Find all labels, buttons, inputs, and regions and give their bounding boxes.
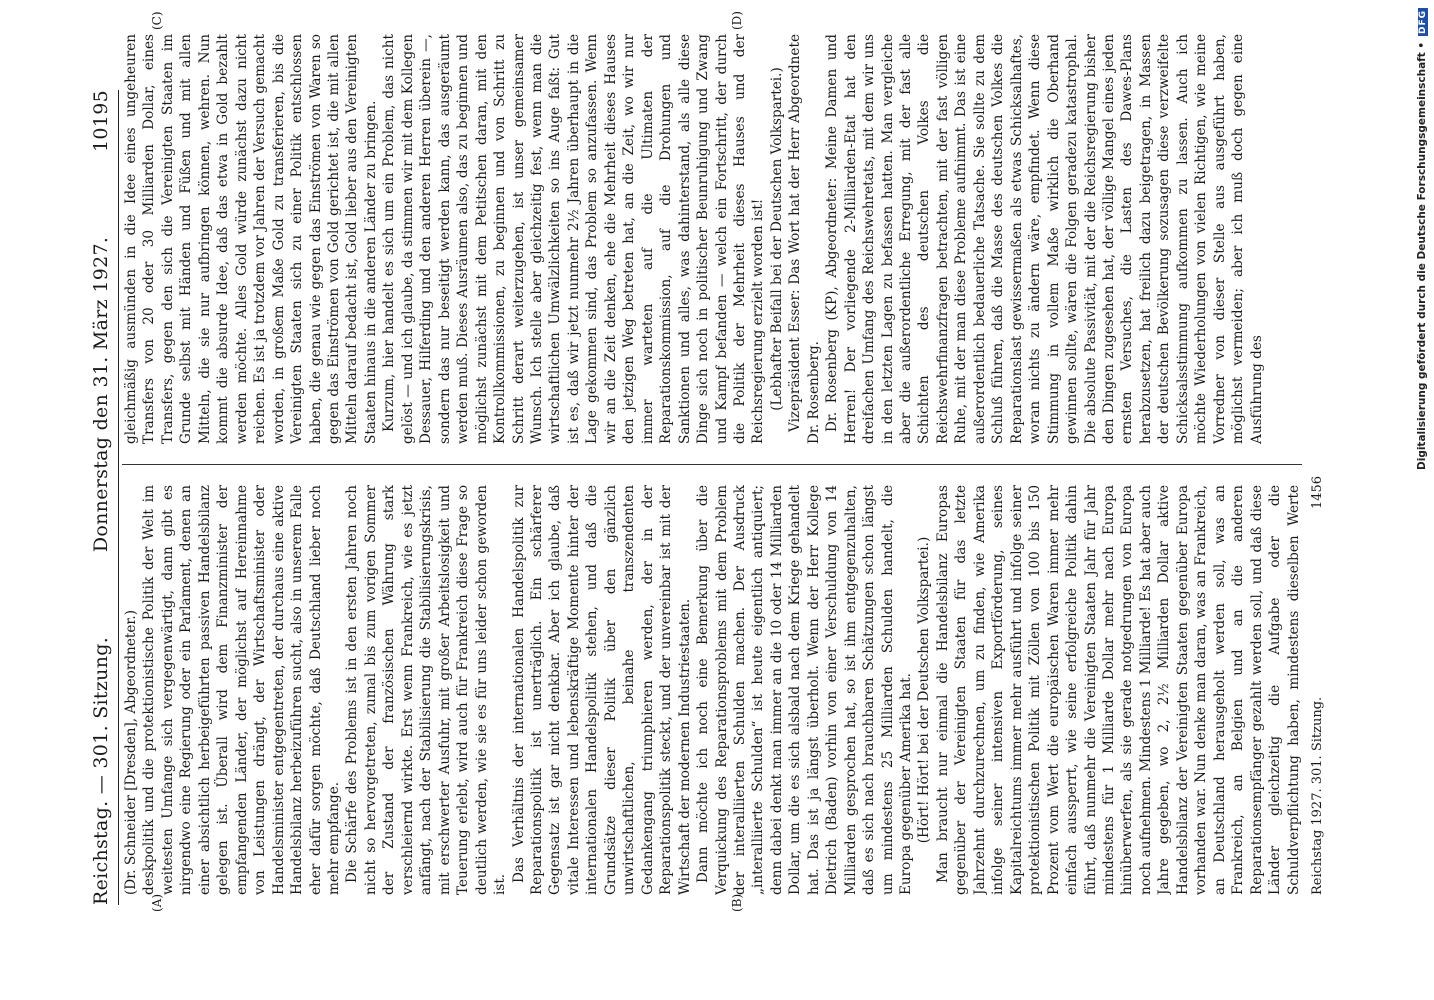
paragraph: (Dr. Schneider [Dresden], Abgeordneter.) [123, 610, 139, 895]
page-header [88, 90, 114, 905]
page-number: 10195 [90, 90, 112, 152]
paragraph: deskpolitik und die protektionistische Politik der Welt im weitesten Umfange sich vergegenwärtigt, dann gibt es nirgendwo eine Regierung oder ein Parlament, denen an einer absichtlich herbeigeführten passiven Handelsbilanz gelegen ist. Überall wird dem Finanzminister der empfangenden Länder, der möglichst auf Hereinnahme von Leistungen drängt, der Wirtschaftsminister oder Handelsminister entgegentreten, der durchaus eine aktive Handelsbilanz herbeizuführen sucht, also in unserem Falle eher dafür sorgen möchte, daß Deutschland lieber noch mehr empfange. [141, 485, 342, 895]
footer-left: Reichstag 1927. 301. Sitzung. [1310, 696, 1325, 895]
margin-mark-c: (C) [150, 11, 164, 30]
header-date: Donnerstag den 31. März 1927. [90, 236, 112, 553]
paragraph: (Lebhafter Beifall bei der Deutschen Volkspartei.) [768, 67, 785, 411]
margin-mark-d: (D) [730, 11, 744, 30]
margin-mark-b: (B) [730, 893, 744, 912]
dfg-logo: DFG [1418, 10, 1428, 35]
header-rule [118, 90, 119, 905]
paragraph: Vizepräsident Esser: Das Wort hat der Herr Abgeordnete Dr. Rosenberg. [787, 34, 822, 444]
column-divider [122, 464, 1302, 465]
page-footer [1310, 90, 1330, 895]
digitization-note [1410, 8, 1428, 980]
digitization-text: Digitalisierung gefördert durch die Deutsche Forschungsgemeinschaft • [1416, 42, 1428, 471]
paragraph: Kurzum, hier handelt es sich um ein Problem, das nicht gelöst — und ich glaube, da stimmen wir mit dem Kollegen Dessauer, Hilferding und den anderen Herren überein —, sondern das nur beseitigt werden kann, das ausgeräumt werden muß. Dieses Ausräumen also, das zu beginnen und möglichst zunächst mit dem Petitschen daran, mit den Kontrollkommissionen, zu beginnen und von Schritt zu Schritt derart weiterzugehen, ist unser gemeinsamer Wunsch. Ich stelle aber gleichzeitig fest, wenn man die wirtschaftlichen Umwälzlichkeiten so ins Auge faßt: Gut ist es, daß wir jetzt nunmehr 2½ Jahren überhaupt in die Lage gekommen sind, das Problem so anzufassen. Wenn wir an die Zeit denken, ehe die Mehrheit dieses Hauses den jetzigen Weg betreten hat, an die Zeit, wo wir nur immer warteten auf die Ultimaten der Reparationskommission, auf die Drohungen und Sanktionen und alles, was dahinterstand, als alle diese Dinge sich noch in politischer Beunruhigung und Zwang und Kampf befanden — welch ein Fortschritt, der durch die Politik der Mehrheit dieses Hauses und der Reichsregierung erzielt worden ist! [381, 34, 767, 444]
right-column [122, 34, 1302, 444]
paragraph: (Hört! Hört! bei der Deutschen Volkspartei.) [916, 536, 933, 844]
paragraph: Die Schärfe des Problems ist in den ersten Jahren noch nicht so hervorgetreten, zumal bis zum vorigen Sommer der Zustand der französischen Währung stark verschleiernd wirkte. Erst wenn Frankreich, wie es jetzt anfängt, nach der Stabilisierung die Stabilisierungskrisis, mit erschwerter Ausfuhr, mit großer Arbeitslosigkeit und Teuerung erlebt, wird auch für Frankreich diese Frage so deutlich werden, wie sie es für uns leider schon geworden ist. [344, 485, 509, 895]
paragraph: Dr. Rosenberg (KP), Abgeordneter: Meine Damen und Herren! Der vorliegende 2-Milliarden-Etat hat den dreifachen Umfang des Reichswehretats, mit dem wir uns in den letzten Lagen zu befassen hatten. Man vergleiche aber die außerordentliche Erregung, mit der fast alle Schichten des deutschen Volkes die Reichswehrfinanzfragen betrachten, mit der fast völligen Ruhe, mit der man diese Probleme aufnimmt. Das ist eine außerordentlich bedauerliche Tatsache. Sie sollte zu dem Schluß führen, daß die Masse des deutschen Volkes die Reparationslast gewissermaßen als etwas Schicksalhaftes, woran nichts zu ändern wäre, empfindet. Wenn diese Stimmung in vollem Maße wirklich die Oberhand gewinnen sollte, wären die Folgen geradezu katastrophal. Die absolute Passivität, mit der die Reichsregierung bisher den Dingen zugesehen hat, der völlige Mangel eines jeden ernsten Versuches, die Lasten des Dawes-Plans herabzusetzen, hat freilich dazu beigetragen, in Massen der deutschen Bevölkerung sozusagen diese verzweifelte Schicksalsstimmung aufkommen zu lassen. Auch ich möchte Wiederholungen von vielen Richtigen, wie meine Vorredner von dieser Stelle aus ausgeführt haben, möglichst vermeiden; aber ich muß doch gegen eine Ausführung des [824, 34, 1265, 444]
left-column [122, 485, 1302, 895]
paragraph: Dann möchte ich noch eine Bemerkung über die Verquickung des Reparationsproblems mit dem Problem der interalliierten Schulden machen. Der Ausdruck „interalliierte Schulden“ ist heute eigentlich antiquiert; denn dabei denkt man immer an die 10 oder 14 Milliarden Dollar, um die es sich alsbald nach dem Kriege gehandelt hat. Das ist ja längst überholt. Wenn der Herr Kollege Dietrich (Baden) vorhin von einer Verschuldung von 14 Milliarden gesprochen hat, so ist ihm entgegenzuhalten, daß es sich nach brauchbaren Schätzungen schon längst um mindestens 25 Milliarden Schulden handelt, die Europa gegenüber Amerika hat. [695, 485, 915, 895]
header-left: Reichstag. — 301. Sitzung. [90, 636, 112, 905]
paragraph: Man braucht nur einmal die Handelsbilanz Europas gegenüber der Vereinigten Staaten für das letzte Jahrzehnt durchzurechnen, um zu finden, wie Amerika infolge seiner intensiven Exportförderung, seines Kapitalreichtums immer mehr ausführt und infolge seiner protektionistischen Politik mit Zöllen von 100 bis 150 Prozent vom Wert die europäischen Waren immer mehr einfach aussperrt, wie seine erfolgreiche Politik dahin führt, daß nunmehr die Vereinigten Staaten Jahr für Jahr mindestens für 1 Milliarde Dollar mehr nach Europa hinüberwerfen, als sie gerade notgedrungen von Europa noch aufnehmen. Mindestens 1 Milliarde! Es hat aber auch Jahre gegeben, wo 2, 2½ Milliarden Dollar aktive Handelsbilanz der Vereinigten Staaten gegenüber Europa vorhanden war. Nun denke man daran, was an Frankreich, an Deutschland herausgeholt werden soll, was an Frankreich, an Belgien und an die anderen Reparationsempfänger gezahlt werden soll, und daß diese Länder gleichzeitig die Aufgabe oder die Schuldverpflichtung haben, mindestens dieselben Werte [934, 485, 1302, 895]
margin-mark-a: (A) [150, 893, 164, 912]
footer-page-number: 1456 [1310, 475, 1325, 510]
paragraph: Das Verhältnis der internationalen Handelspolitik zur Reparationspolitik ist unerträglich. Ein schärferer Gegensatz ist gar nicht denkbar. Aber ich glaube, daß vitale Interessen und lebenskräftige Momente hinter der internationalen Handelspolitik stehen, und daß die Grundsätze dieser Politik über den gänzlich unwirtschaftlichen, beinahe transzendenten Gedankengang triumphieren werden, der in der Reparationspolitik steckt, und der unvereinbar ist mit der Wirtschaft der modernen Industriestaaten. [510, 485, 693, 895]
paragraph: gleichmäßig ausmünden in die Idee eines ungeheuren Transfers von 20 oder 30 Milliarden Dollar, eines Transfers, gegen den sich die Vereinigten Staaten im Grunde selbst mit Händen und Füßen und mit allen Mitteln, die sie nur aufbringen können, wehren. Nun kommt die absurde Idee, daß das etwa in Gold bezahlt werden möchte. Alles Gold würde zunächst dazu nicht reichen. Es ist ja trotzdem vor Jahren der Versuch gemacht worden, in großem Maße Gold zu transferieren, bis die Vereinigten Staaten sich zu einer Politik entschlossen haben, die genau wie gegen das Einströmen von Waren so gegen das Einströmen von Gold gerichtet ist, die mit allen Mitteln darauf bedacht ist, Gold lieber aus den Vereinigten Staaten hinaus in die anderen Länder zu bringen. [123, 34, 379, 444]
